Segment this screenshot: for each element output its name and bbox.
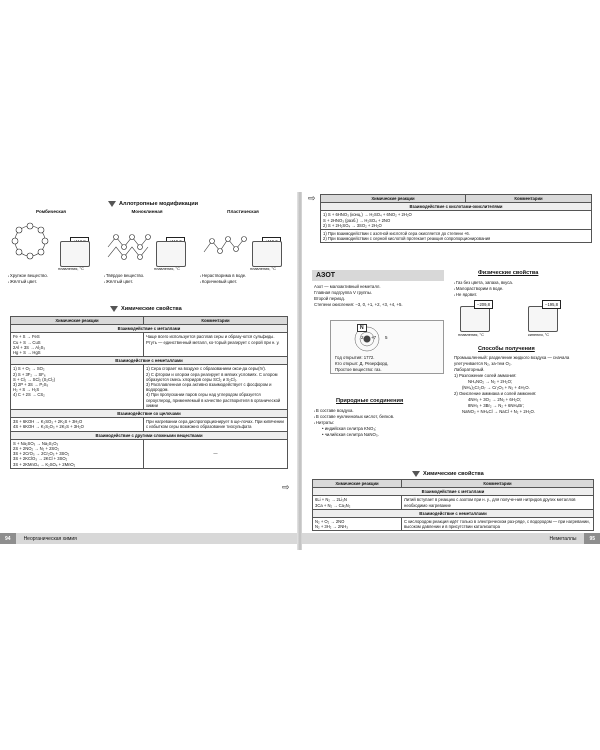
discovery-info: Год открытия: 1772. Кто открыл: Д. Резерфорд. Простое вещество: газ.	[335, 355, 389, 372]
rhombic-ring-icon	[8, 217, 58, 267]
natural-list: ▪ В составе воздуха. ▪ В составе нуклеиновых кислот, белков. ▪ Нитраты:	[314, 408, 446, 426]
allotropy-heading: Аллотропные модификации	[108, 201, 198, 207]
th-comments: Комментарии	[144, 317, 288, 325]
table-row: 3S + 6KOH → K₂SO₃ + 2K₂S + 3H₂O 4S + 6KOH → K₂S₂O₃ + 2K₂S + 3H₂O При нагревании сера диспропорционирует в ще-лочах. При кипячении с избытком серы возможно образование тиосульфата	[11, 418, 288, 431]
obtaining-text: Промышленный: разделение жидкого воздуха — сначала улетучивается N₂, за-тем O₂. Лабораторный. 1) Разложение солей аммония: NH₄NO₂ → N₂ + 2H₂O; (NH₄)₂Cr₂O₇ → Cr₂O₃ + N₂ + 4H₂O. 2) Окисление аммиака и солей аммония: 4NH₃ + 3O₂ → 2N₂ + 6H₂O; 8NH₃ + 3Br₂ → N₂ + 6NH₄Br; NaNO₂ + NH₄Cl → NaCl + N₂ + 2H₂O.	[454, 355, 570, 414]
next-arrow-icon: ⇨	[282, 482, 290, 492]
azot-title: АЗОТ	[312, 270, 444, 281]
book-spread	[0, 192, 600, 550]
triangle-icon	[110, 306, 118, 312]
group-title: Взаимодействие с неметаллами	[11, 357, 288, 365]
natural-compounds-heading: Природные соединения	[336, 398, 404, 404]
mod-name: Моноклинная	[131, 209, 163, 214]
melting-label: плавления, °С	[250, 266, 276, 271]
thermometer-icon	[252, 241, 282, 267]
atom-model-icon	[337, 325, 397, 353]
group-title: Взаимодействие с металлами	[11, 325, 288, 333]
physical-props-heading: Физические свойства	[478, 270, 539, 276]
chem-props-heading: Химические свойства	[110, 306, 182, 312]
continue-arrow-icon: ⇨	[308, 193, 316, 203]
monoclinic-chain-icon	[104, 217, 154, 267]
table-row: 1) S + O₂ → SO₂ 2) S + 3F₂ → SF₆ S + Cl₂ → SCl₂ (S₂Cl₂) 3) 2P + 3S → P₂S₃ H₂ + S → H₂S 4) C + 2S → CS₂ 1) Сера сгорает на воздухе с образованием окси-да серы(IV). 2) С фтором и хлором сера реагирует в мягких условиях. С хлором образуются смесь хлоридов серы SCl₂ и S₂Cl₂. 3) Расплавленная сера активно взаимодействует с фосфором и водородом. 4) При пропускании паров серы над углеродом образуется сероуглерод, применяемый в качестве растворителя в органической химии	[11, 365, 288, 410]
electrons-shell-2: 5	[385, 335, 388, 340]
thermometer-icon	[528, 306, 558, 332]
right-footer	[302, 533, 600, 544]
modification-plastic	[200, 209, 286, 289]
group-title: Взаимодействие с металлами	[313, 488, 594, 496]
props-list: ▪ Хрупкое вещество. ▪ Жёлтый цвет.	[8, 273, 48, 285]
mod-name: Ромбическая	[36, 209, 66, 214]
group-title: Взаимодействие с другими сложными веществами	[11, 431, 288, 439]
physical-list: ▪ Газ без цвета, запаха, вкуса. ▪ Малорастворим в воде. ▪ Не ядовит.	[454, 280, 594, 298]
th-reactions: Химические реакции	[11, 317, 144, 325]
obtaining-heading: Способы получения	[478, 346, 535, 352]
table-row: Fe + S → FeS Cu + S → CuS 2Al + 3S → Al₂S₃ Hg + S → HgS Чаще всего используется расплав серы и образу-ются сульфиды. Ртуть — единственный металл, ко-торый реагирует с серой при н. у.	[11, 333, 288, 357]
triangle-icon	[108, 201, 116, 207]
page-number: 95	[584, 533, 600, 544]
right-page	[302, 192, 600, 550]
thermometer-icon	[60, 241, 90, 267]
modification-rhombic	[8, 209, 94, 289]
melting-temp: −209,8	[474, 300, 493, 309]
table-row: N₂ + O₂ → 2NO N₂ + 3H₂ → 2NH₃ С кислородом реакция идёт только в электрическом раз-ряде, с водородом — при нагревании, высоком давлении и в присутствии катализатора	[313, 518, 594, 531]
left-reactions-table	[10, 316, 288, 469]
left-page	[0, 192, 298, 550]
nitrates-list: • индийская селитра KNO₃; • чилийская селитра NaNO₃.	[322, 426, 379, 437]
th-comments: Комментарии	[466, 195, 592, 203]
footer-title: Неметаллы	[549, 535, 577, 542]
table-row: 1) S + 6HNO₃ (конц.) → H₂SO₄ + 6NO₂ + 2H₂O S + 2HNO₃ (разб.) → H₂SO₄ + 2NO 2) S + 2H₂SO₄ → 3SO₂ + 2H₂O	[321, 211, 592, 230]
th-reactions: Химические реакции	[321, 195, 466, 203]
page-number: 94	[0, 533, 16, 544]
group-title: Взаимодействие с кислотами-окислителями	[321, 203, 592, 211]
footer-title: Неорганическая химия	[23, 535, 77, 542]
nucleus-charge: +7	[371, 335, 377, 340]
thermometer-icon	[460, 306, 490, 332]
boiling-temp: −195,8	[542, 300, 561, 309]
chem-props-heading-right: Химические свойства	[412, 471, 484, 477]
props-list: ▪ Твёрдое вещество. ▪ Жёлтый цвет.	[104, 273, 144, 285]
table-row: 6Li + N₂ → 2Li₃N 3Ca + N₂ → Ca₃N₂ Литий вступает в реакцию с азотом при н. у., для получе-ния нитридов других металлов необходимо нагревание	[313, 496, 594, 509]
azot-description: Азот — малоактивный неметалл. Главная подгруппа V группы. Второй период. Степени окисления: −3, 0, +1, +2, +3, +4, +5.	[314, 284, 403, 307]
props-list: ▪ Нерастворима в воде. ▪ Коричневый цвет.	[200, 273, 246, 285]
element-symbol: N	[357, 324, 367, 332]
right-acid-table	[320, 194, 592, 243]
th-comments: Комментарии	[402, 480, 594, 488]
atom-card	[330, 320, 444, 374]
table-row: S + Na₂SO₃ → Na₂S₂O₃ 2S + 2NO₂ → N₂ + 2SO₂ 3S + 2CrO₃ → 2Cr₂O₃ + 3SO₂ 3S + 2KClO₃ → 2KCl + 3SO₂ 3S + 2KMnO₄ → K₂SO₄ + 2MnO₂ —	[11, 439, 288, 468]
electrons-shell-1: 2	[361, 335, 364, 340]
table-row: 1) При взаимодействии с азотной кислотой сера окисляется до степени +6. 2) При взаимодействии с серной кислотой протекает реакция сопропорционирования	[321, 230, 592, 243]
th-reactions: Химические реакции	[313, 480, 402, 488]
melting-label: плавления, °С	[58, 266, 84, 271]
melting-label: плавления, °С	[458, 332, 484, 337]
plastic-chain-icon	[200, 217, 250, 267]
mod-name: Пластическая	[227, 209, 259, 214]
thermometer-icon	[156, 241, 186, 267]
right-reactions-table	[312, 479, 594, 531]
group-title: Взаимодействие со щелочами	[11, 410, 288, 418]
boiling-label: кипения, °С	[528, 332, 550, 337]
triangle-icon	[412, 471, 420, 477]
melting-label: плавления, °С	[154, 266, 180, 271]
group-title: Взаимодействие с неметаллами	[313, 509, 594, 517]
left-footer	[0, 533, 298, 544]
modification-monoclinic	[104, 209, 190, 289]
